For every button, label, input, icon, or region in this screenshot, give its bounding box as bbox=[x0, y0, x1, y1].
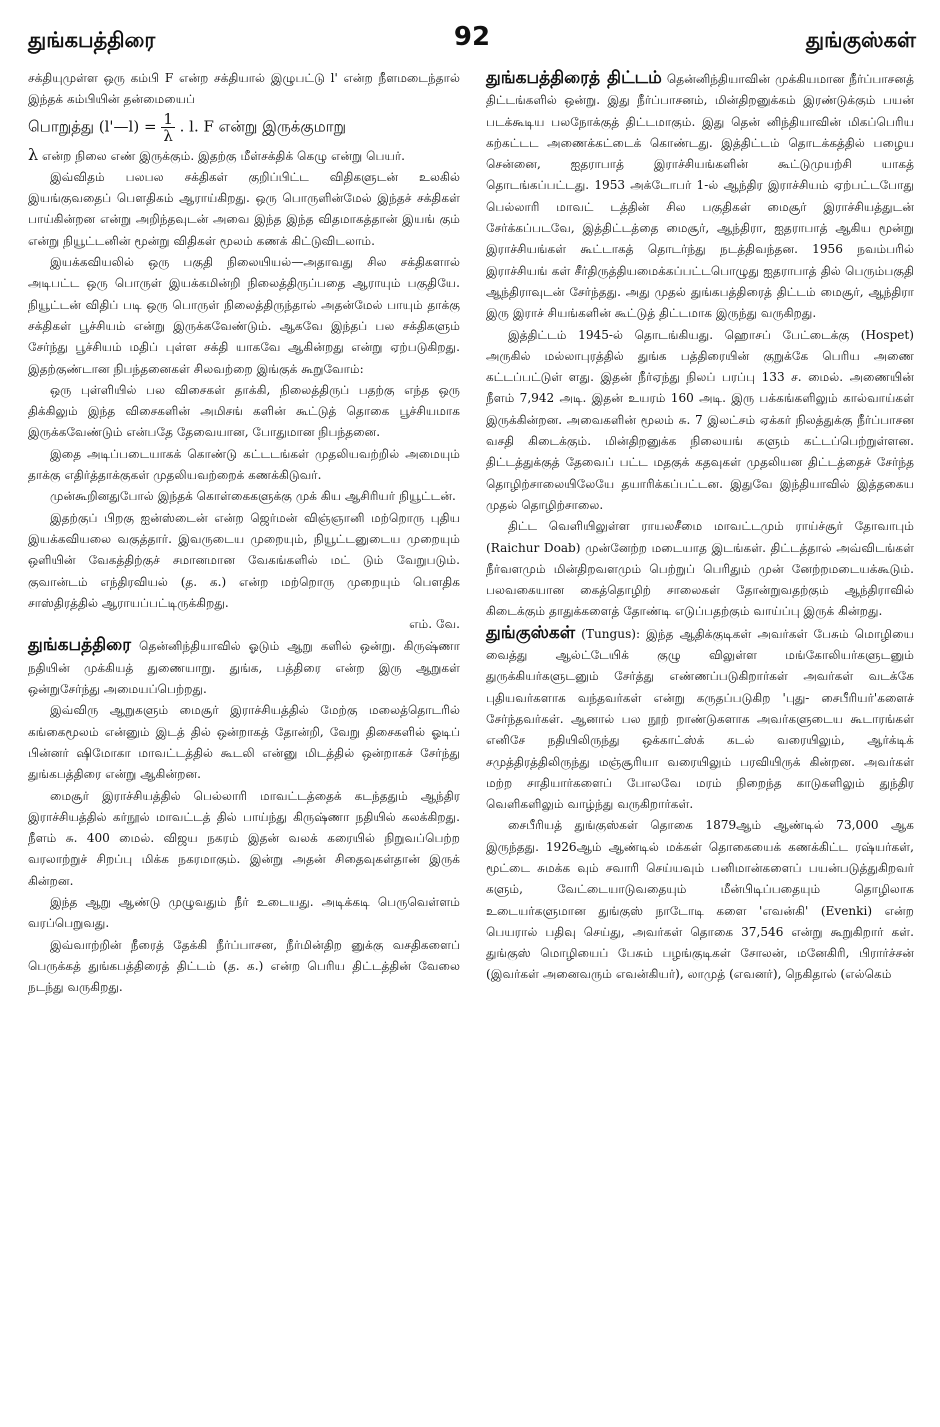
formula-fraction bbox=[161, 111, 175, 144]
formula-suffix: . l. F என்று இருக்குமாறு bbox=[179, 117, 347, 136]
entry-tungabhadra-project bbox=[486, 68, 914, 325]
paragraph: இவ்வாற்றின் நீரைத் தேக்கி நீர்ப்பாசன, நீர்மின்திற னுக்கு வசதிகளைப் பெருக்கத் துங்கபத்திரைத் திட்டம் (த. க.) என்ற பெரிய திட்டத்தின் வேலை நடந்து வருகிறது. bbox=[28, 937, 460, 995]
paragraph: இந்த ஆறு ஆண்டு முழுவதும் நீர் உடையது. அடிக்கடி பெருவெள்ளம் வரப்பெறுவது. bbox=[28, 894, 460, 931]
fraction-numerator: 1 bbox=[163, 109, 173, 128]
paragraph-text: தென்னிந்தியாவில் ஓடும் ஆறு களில் ஒன்று. கிருஷ்ணா நதியின் முக்கியத் துணையாறு. துங்க, பத்திரை என்ற இரு ஆறுகள் ஒன்றுசேர்ந்து அமையப்பெற்றது. bbox=[28, 639, 460, 697]
entry-tungabhadra bbox=[28, 635, 460, 700]
running-head-left: துங்கபத்திரை bbox=[28, 28, 156, 52]
page-number: 92 bbox=[453, 22, 491, 52]
paragraph-text: என்ற நிலை எண் இருக்கும். இதற்கு மீள்சக்திக் கெழு என்று பெயர். bbox=[42, 148, 406, 163]
paragraph: இவ்விதம் பலபல சக்திகள் குறிப்பிட்ட விதிகளுடன் உலகில் இயங்குவதைப் பௌதிகம் ஆராய்கிறது. ஒரு பொருளின்மேல் இந்தச் சக்திகள் பாய்கின்றன என்று அறிந்தவுடன் அவை இந்த இந்த விதமாகத்தான் இயங் கும் என்று நியூட்டனின் மூன்று விதிகள் மூலம் கணக் கிட்டுவிடலாம். bbox=[28, 169, 460, 248]
formula-prefix: பொறுத்து (l'—l) = bbox=[28, 117, 157, 136]
lambda-symbol: λ bbox=[28, 144, 39, 164]
paragraph: திட்ட வெளியிலுள்ள ராயலசீமை மாவட்டமும் ராய்ச்சூர் தோவாபும் (Raichur Doab) முன்னேற்ற மடையாத இடங்கள். திட்டத்தால் அவ்விடங்கள் நீர்வளமும் மின்திறவளமும் பெற்றுப் பெரிதும் முன் னேற்றமடையக்கூடும். பலவகையான கைத்தொழிற் சாலைகள் தோன்றுவதற்கும் ஆந்திராவில் கிடைக்கும் தாதுக்களைத் தோண்டி எடுப்பதற்கும் வாய்ப்பு இருக் கின்றது. bbox=[486, 519, 914, 619]
paragraph: இதை அடிப்படையாகக் கொண்டு கட்டடங்கள் முதலியவற்றில் அமையும் தாக்கு எதிர்த்தாக்குகள் முதலியவற்றைக் கணக்கிடுவர். bbox=[28, 446, 460, 483]
right-column bbox=[486, 68, 914, 986]
entry-tungus bbox=[486, 623, 914, 816]
paragraph: இவ்விரு ஆறுகளும் மைசூர் இராச்சியத்தில் மேற்கு மலைத்தொடரில் கங்கைமூலம் என்னும் இடத் தில் ஒன்றாகத் தோன்றி, வேறு திசைகளில் ஓடிப் பின்னர் ஷிமோகா மாவட்டத்தில் கூடலி என்னு மிடத்தில் ஒன்றாகச் சேர்ந்து துங்கபத்திரை என்று ஆகின்றன. bbox=[28, 703, 460, 782]
entry-heading: துங்கபத்திரை bbox=[28, 635, 132, 656]
elasticity-formula bbox=[28, 111, 460, 144]
paragraph: முன்கூறினதுபோல் இந்தக் கொள்கைகளுக்கு முக் கிய ஆசிரியர் நியூட்டன். bbox=[50, 489, 456, 504]
entry-heading: துங்குஸ்கள் bbox=[486, 622, 576, 643]
page-header bbox=[28, 22, 916, 62]
entry-heading: துங்கபத்திரைத் திட்டம் bbox=[486, 68, 662, 88]
running-head-right: துங்குஸ்கள் bbox=[805, 28, 916, 52]
paragraph: சைபீரியத் துங்குஸ்கள் தொகை 1879ஆம் ஆண்டில் 73,000 ஆக இருந்தது. 1926ஆம் ஆண்டில் மக்கள் தொகையைக் கணக்கிட்ட ரஷ்யர்கள், மூட்டை சுமக்க வும் சவாரி செய்யவும் பனிமான்களைப் பயன்படுத்துகிறவர் களும், வேட்டையாடுவதையும் மீன்பிடிப்பதையும் தொழிலாக உடையர்களுமான துங்குஸ் நாடோடி களை 'எவன்கி' (Evenki) என்ற பெயரால் பதிவு செய்து, அவர்கள் தொகை 37,546 என்று கூறுகிறார் கள். துங்குஸ் மொழியைப் பேசும் பழங்குடிகள் சோலன், மனேகிரி, பிரார்ச்சன் (இவர்கள் அனைவரும் எவன்கியர்), லாமுத் (எவனர்), நெகிதால் (எல்கெம் bbox=[486, 818, 914, 982]
paragraph: இத்திட்டம் 1945-ல் தொடங்கியது. ஹொசப் பேட்டைக்கு (Hospet) அருகில் மல்லாபுரத்தில் துங்க பத்திரையின் குறுக்கே பெரிய அணை கட்டப்பட்டுள் ளது. இதன் நீர்ஏந்து நிலப் பரப்பு 133 ச. மைல். அணையின் நீளம் 7,942 அடி. இதன் உயரம் 160 அடி. இரு பக்கங்களிலும் கால்வாய்கள் இருக்கின்றன. அவைகளின் மூலம் சு. 7 இலட்சம் ஏக்கர் நிலத்துக்கு நீர்ப்பாசன வசதி கிடைக்கும். மின்திறனுக்க நிலையங் களும் கட்டப்பெற்றுள்ளன. திட்டத்துக்குத் தேவைப் பட்ட மதகுக் கதவுகள் முதலியன திட்டத்தைச் சேர்ந்த தொழிற்சாலையிலேயே தயாரிக்கப்பட்டன. இதுவே இந்தியாவில் இத்தகைய முதல் தொழிற்சாலை. bbox=[486, 327, 914, 512]
paragraph: ஒரு புள்ளியில் பல விசைகள் தாக்கி, நிலைத்திருப் பதற்கு எந்த ஒரு திக்கிலும் இந்த விசைகளின் அமிசங் களின் கூட்டுத் தொகை பூச்சியமாக இருக்கவேண்டும் என்பதே தேவையான, போதுமான நிபந்தனை. bbox=[28, 382, 460, 440]
left-column bbox=[28, 68, 460, 998]
paragraph-text: தென்னிந்தியாவின் முக்கியமான நீர்ப்பாசனத் திட்டங்களில் ஒன்று. இது நீர்ப்பாசனம், மின்திறனுக்கம் இரண்டுக்கும் பயன் படக்கூடிய பலநோக்குத் திட்டமாகும். இது தென் னிந்தியாவின் மிகப்பெரிய கற்கட்டட அணைக்கட்டைக் கொண்டது. இத்திட்டம் தொடக்கத்தில் பழைய சென்னை, ஐதராபாத் இராச்சியங்களின் கூட்டுமுயற்சி யாகத் தொடங்கப்பட்டது. 1953 அக்டோபர் 1-ல் ஆந்திர இராச்சியம் ஏற்பட்டபோது பெல்லாரி மாவட் டத்தின் சில பகுதிகள் மைசூர் இராச்சியத்துடன் சேர்க்கப்படவே, இத்திட்டத்தை மைசூர், ஆந்திரா, ஐதராபாத் ஆகிய மூன்று இராச்சியங்கள் கூட்டாகத் தொடர்ந்து நடத்திவந்தன. 1956 நவம்பரில் இராச்சியங் கள் சீர்திருத்தியமைக்கப்பட்டபொழுது ஐதராபாத் தில் பெரும்பகுதி ஆந்திராவுடன் சேர்ந்தது. அது முதல் துங்கபத்திரைத் திட்டம் மைசூர், ஆந்திரா இரு இராச் சியங்களின் கூட்டுத் திட்டமாக இருந்து வருகிறது. bbox=[486, 72, 914, 321]
paragraph: மைசூர் இராச்சியத்தில் பெல்லாரி மாவட்டத்தைக் கடந்ததும் ஆந்திர இராச்சியத்தில் கர்நூல் மாவட்டத் தில் பாய்ந்து கிருஷ்ணா நதியில் கலக்கிறது. நீளம் சு. 400 மைல். விஜய நகரம் இதன் வலக் கரையில் நிறுவப்பெற்ற வரலாற்றுச் சிறப்பு மிக்க நகரமாகும். இன்று அதன் சிதைவுகள்தான் இருக் கின்றன. bbox=[28, 788, 460, 888]
entry-latin-name: (Tungus): bbox=[581, 626, 641, 641]
fraction-denominator: λ bbox=[163, 126, 173, 145]
author-signature: எம். வே. bbox=[409, 617, 460, 632]
paragraph-text: இந்த ஆதிக்குடிகள் அவர்கள் பேசும் மொழியை வைத்து ஆல்ட்டேயிக் குழு விலுள்ள மங்கோலியர்களுடனும் துருக்கியர்களுடனும் சேர்த்து எண்ணப்படுகிறார்கள் அவர்கள் வடக்கே புதியவர்களாக வந்தவர்கள் என்று கருதப்படுகிற 'புது- சைபீரியர்'களைச் சேர்ந்தவர்கள். ஆனால் பல நூற் றாண்டுகளாக அவர்களுடைய கூடாரங்கள் எனிசே நதியிலிருந்து ஒக்காட்ஸ்க் கடல் வரையிலும், ஆர்க்டிக் சமுத்திரத்திலிருந்து மஞ்சூரியா வரையிலும் பரவியிருக் கின்றன. அவர்கள் மற்ற சாதியார்களைப் போலவே மரம் நிறைந்த காடுகளிலும் துந்திர வெளிகளிலும் வாழ்ந்து வருகிறார்கள். bbox=[486, 626, 914, 812]
paragraph: இதற்குப் பிறகு ஐன்ஸ்டைன் என்ற ஜெர்மன் விஞ்ஞானி மற்றொரு புதிய இயக்கவியலை வகுத்தார். இவருடைய முறையும், நியூட்டனுடைய முறையும் ஒளியின் வேகத்திற்குச் சமானமான வேகங்களில் மட் டும் வேறுபடும். குவான்டம் எந்திரவியல் (த. க.) என்ற மற்றொரு முறையும் பௌதிக சாஸ்திரத்தில் ஆராயப்பட்டிருக்கிறது. bbox=[28, 510, 460, 610]
paragraph bbox=[28, 144, 460, 167]
paragraph: சக்தியுமுள்ள ஒரு கம்பி F என்ற சக்தியால் இழுபட்டு l' என்ற நீளமடைந்தால் இந்தக் கம்பியின் தன்மையைப் bbox=[28, 71, 460, 107]
paragraph: இயக்கவியலில் ஒரு பகுதி நிலையியல்—அதாவது சில சக்திகளால் அடிபட்ட ஒரு பொருள் இயக்கமின்றி நிலைத்திருப்பதை ஆராயும் பகுதியே. நியூட்டன் விதிப் படி ஒரு பொருள் நிலைத்திருந்தால் அதன்மேல் பாயும் தாக்கு சக்திகள் பூச்சியம் என்று இருக்கவேண்டும். ஆகவே இந்தப் பல சக்திகளும் சேர்ந்து பூச்சியம் மதிப் புள்ள சக்தி யாகவே ஆகின்றது என்று ஏற்படுகிறது. இதற்குண்டான நிபந்தனைகள் சிலவற்றை இங்குக் கூறுவோம்: bbox=[28, 255, 460, 376]
